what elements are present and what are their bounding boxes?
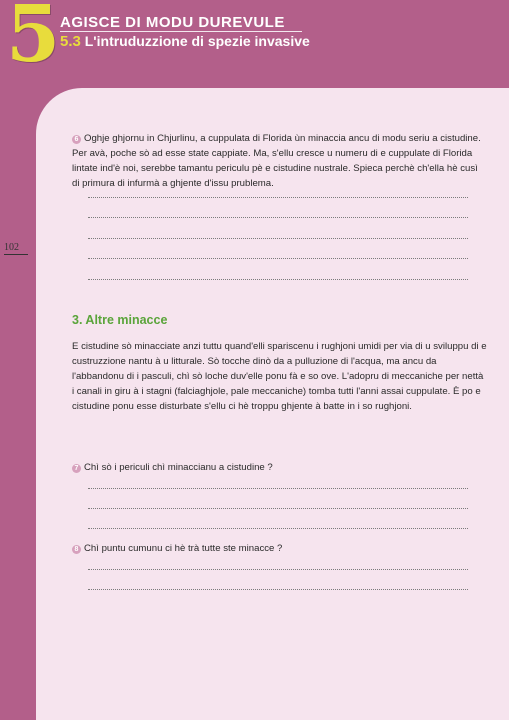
answer-line[interactable] [88, 569, 468, 570]
answer-line[interactable] [88, 258, 468, 259]
chapter-title: AGISCE DI MODU DUREVULE [60, 14, 285, 31]
question-7-text: Chì sò i periculi chì minaccianu a cistudine ? [84, 462, 273, 473]
section-number: 5.3 [60, 33, 81, 50]
section-text: E cistudine sò minacciate anzi tuttu quand'elli spariscenu i rughjoni umidi per via di u sviluppu di e custruzzione nantu à u litturale. Sò tocche dinò da a pulluzione di l'acqua, ma ancu da l'abbandonu di i pasculi, chì sò loche duv'elle ponu fà e so ove. L'adopru di meccaniche per nettà i canali in giru à i stagni (falciaghjole, pale meccaniche) tomba tutti l'anni assai cuppulate. È po e cistudine ponu esse disturbate s'ellu ci hè troppu ghjente à batte in i so rughjoni. [72, 341, 487, 412]
question-6-text: Oghje ghjornu in Chjurlinu, a cuppulata di Florida ùn minaccia ancu di modu seriu a cistudine. Per avà, poche sò ad esse state cappiate. Ma, s'ellu cresce u numeru di e cuppulate di Florida lintate ind'è noi, serebbe tamantu periculu pè e cistudine nustrale. Spieca perchè ch'ella hè cusì di primura di infurmà a ghjente d'issu prublema. [72, 133, 481, 189]
answer-line[interactable] [88, 197, 468, 198]
answer-line[interactable] [88, 508, 468, 509]
section-title-text: L'intruduzzione di spezie invasive [84, 33, 310, 49]
answer-line[interactable] [88, 238, 468, 239]
question-number-badge: 7 [72, 464, 81, 473]
page-number: 102 [4, 242, 28, 255]
answer-line[interactable] [88, 488, 468, 489]
answer-line[interactable] [88, 589, 468, 590]
section-title [60, 33, 310, 50]
question-7 [72, 460, 486, 475]
question-number-badge: 6 [72, 135, 81, 144]
question-number-badge: 8 [72, 545, 81, 554]
question-8-text: Chì puntu cumunu ci hè trà tutte ste minacce ? [84, 543, 283, 554]
section-heading: 3. Altre minacce [72, 313, 168, 327]
question-8 [72, 541, 486, 556]
chapter-number: 5 [6, 0, 61, 80]
answer-line[interactable] [88, 279, 468, 280]
answer-line[interactable] [88, 528, 468, 529]
title-divider [60, 31, 302, 32]
question-6 [72, 131, 486, 191]
answer-line[interactable] [88, 217, 468, 218]
